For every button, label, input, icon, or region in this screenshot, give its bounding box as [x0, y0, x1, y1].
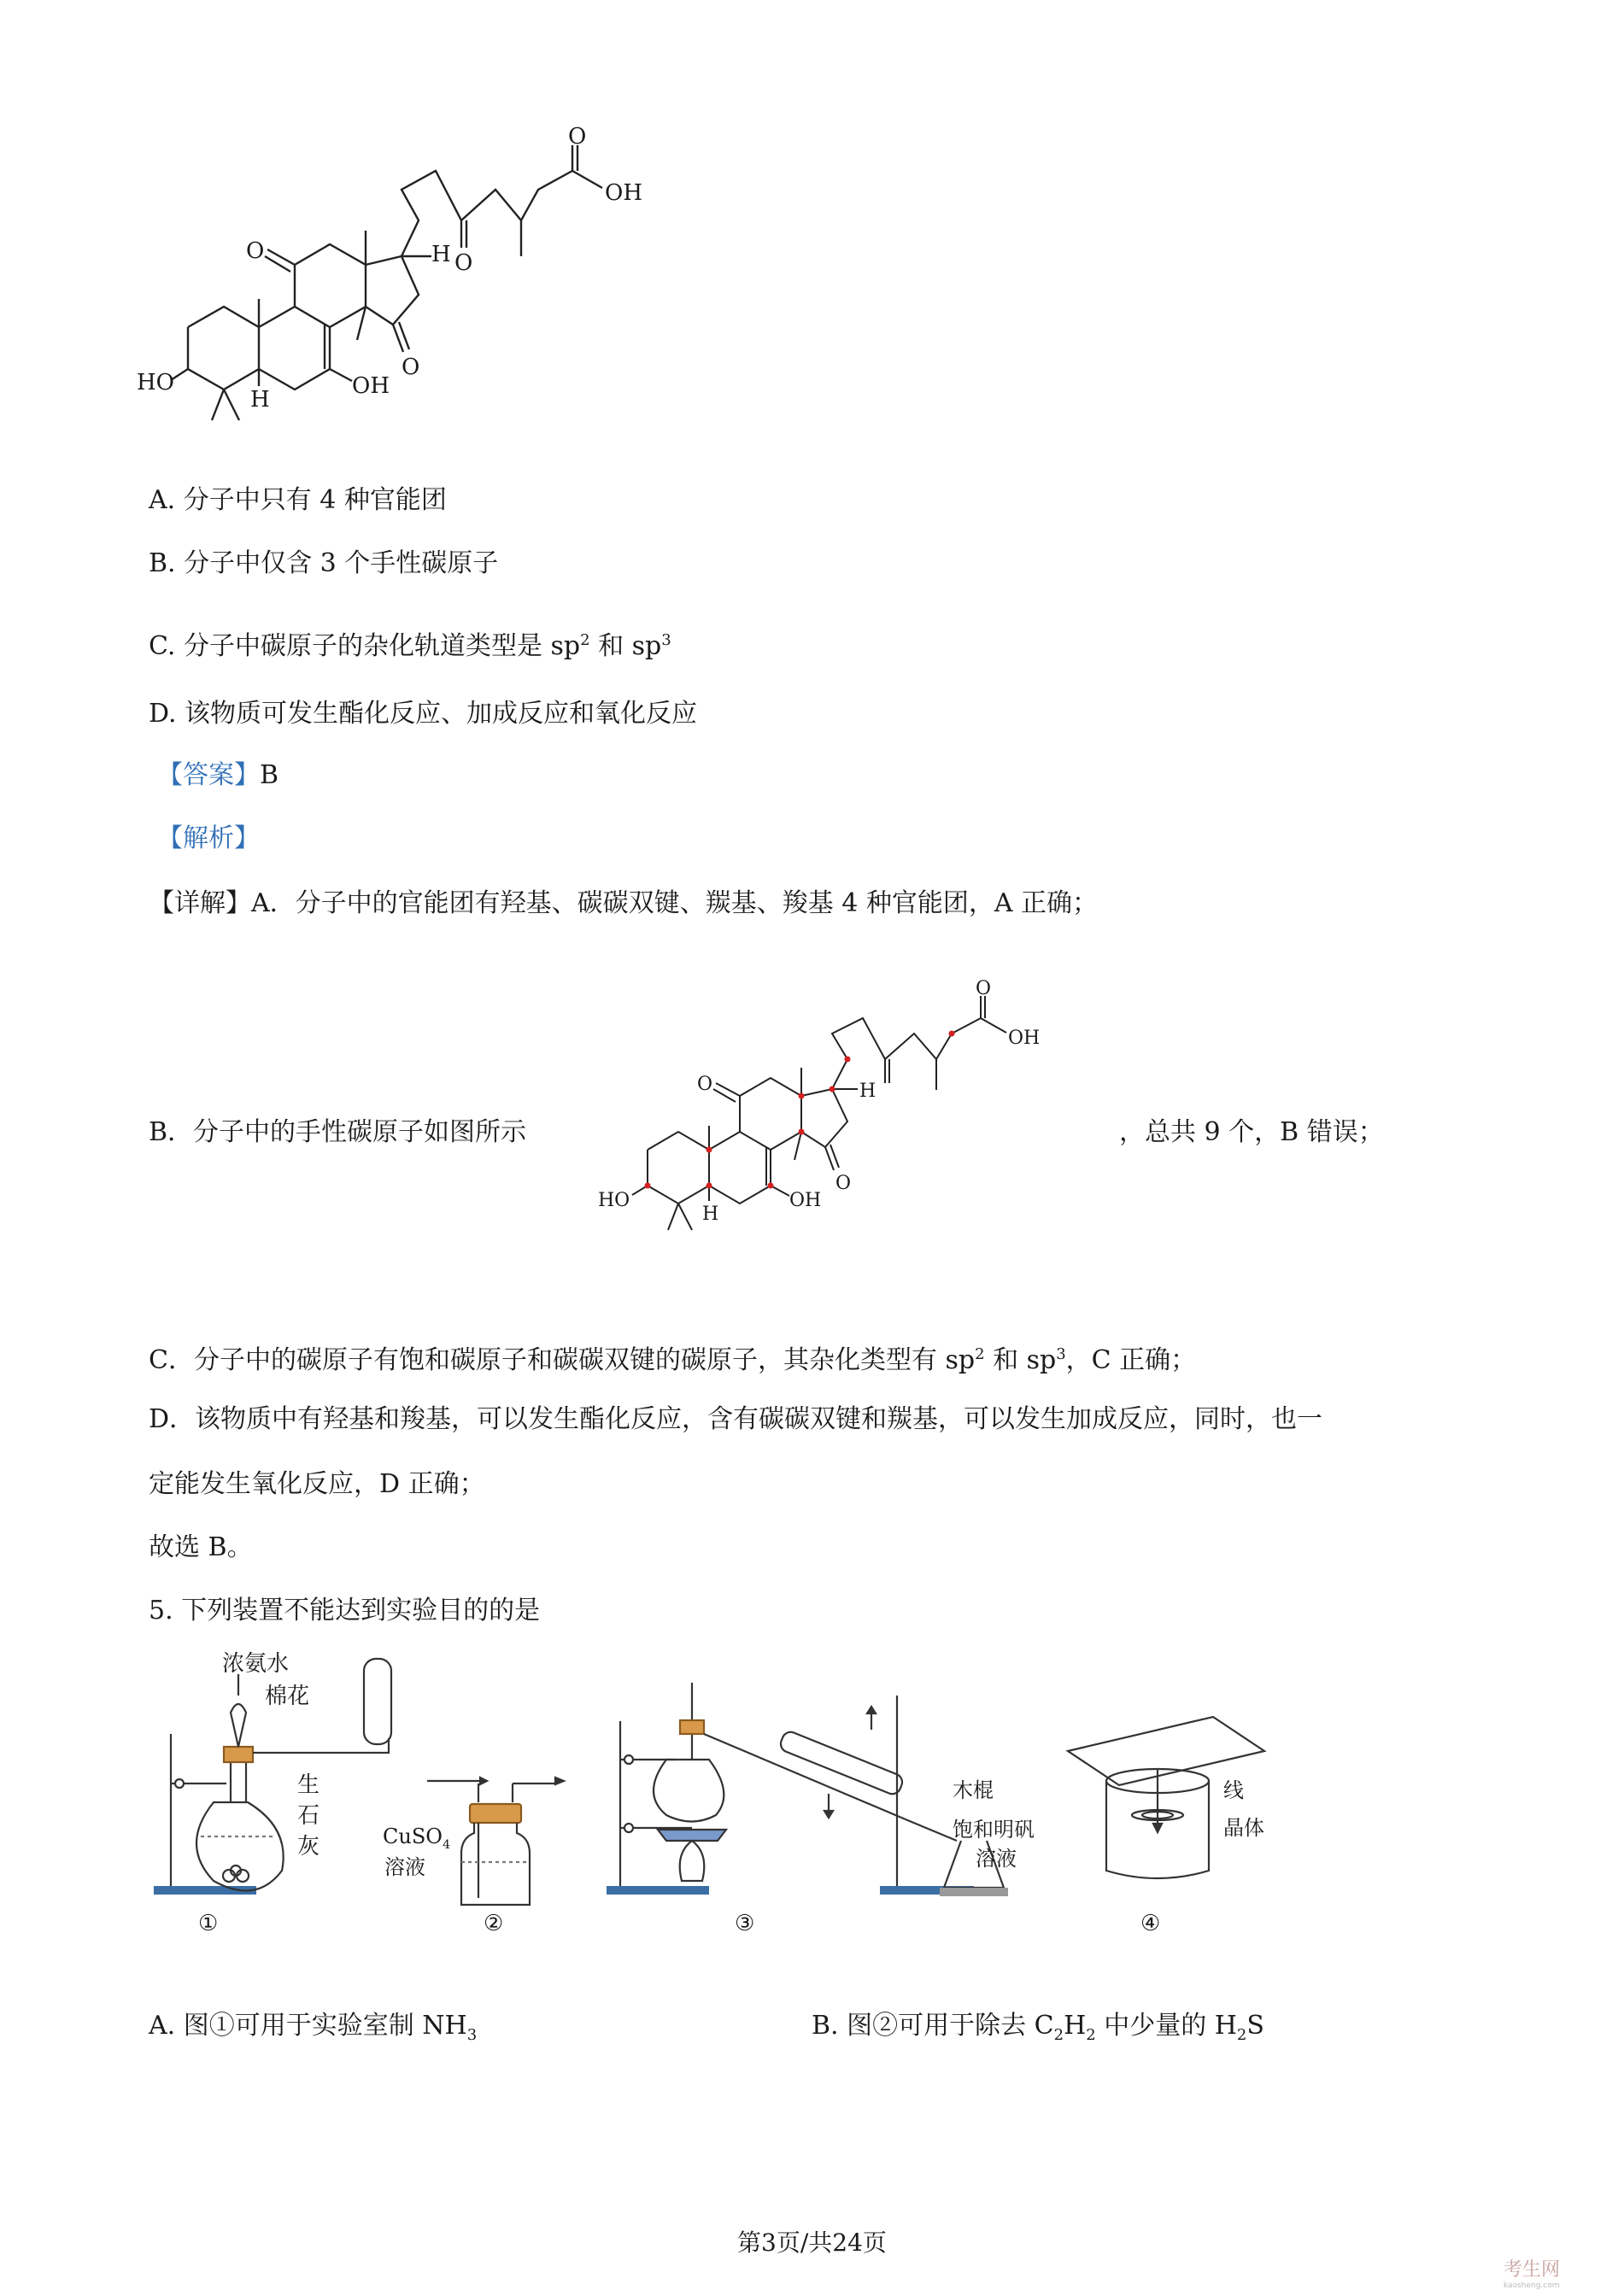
atom-label: O	[697, 1074, 713, 1095]
molecule-structure-1	[137, 124, 683, 444]
atom-label: O	[976, 978, 992, 999]
molecule-structure-2-chiral	[598, 978, 1076, 1264]
atom-label: O	[835, 1173, 852, 1194]
atom-label: O	[402, 354, 420, 380]
fig3-number: ③	[735, 1911, 755, 1936]
atom-label: H	[859, 1081, 876, 1102]
page-footer: 第3页/共24页	[737, 2229, 887, 2257]
option-a: A. 分子中只有 4 种官能团	[149, 485, 447, 515]
detail-d-line1: D．该物质中有羟基和羧基，可以发生酯化反应，含有碳碳双键和羰基，可以发生加成反应，同时，也一	[149, 1404, 1323, 1434]
fig4-label: 线	[1223, 1778, 1244, 1802]
fig2-label: 溶液	[384, 1855, 425, 1879]
fig1-label: 生	[297, 1772, 320, 1798]
fig1-number: ①	[198, 1911, 219, 1936]
atom-label: H	[702, 1204, 719, 1225]
detail-d-line2: 定能发生氧化反应，D 正确；	[149, 1469, 485, 1499]
answer: 【答案】B	[157, 760, 279, 790]
atom-label: H	[431, 242, 451, 267]
q5-option-a: A. 图①可用于实验室制 $NH_3$	[149, 2011, 478, 2044]
atom-label: O	[454, 250, 473, 276]
q5-option-b: B. 图②可用于除去 $C_2H_2$ 中少量的 $H_2S$	[812, 2011, 1264, 2044]
atom-label: H	[250, 387, 270, 413]
atom-label: HO	[598, 1190, 630, 1211]
fig4-label: 木棍	[953, 1778, 994, 1802]
atom-label: O	[246, 238, 265, 264]
fig1-label: 棉花	[265, 1684, 310, 1709]
fig1-label: 石	[297, 1803, 320, 1829]
fig1-label: 浓氨水	[222, 1651, 290, 1677]
atom-label: OH	[789, 1190, 822, 1211]
atom-label: OH	[605, 180, 642, 206]
watermark-logo: 考生网 kaosheng.com	[1504, 2259, 1561, 2290]
atom-label: OH	[352, 373, 390, 399]
question-5-stem: 5. 下列装置不能达到实验目的的是	[149, 1596, 541, 1625]
fig4-label: 晶体	[1223, 1816, 1264, 1840]
fig2-number: ②	[484, 1911, 504, 1936]
fig4-label: 溶液	[976, 1847, 1017, 1871]
option-d: D. 该物质可发生酯化反应、加成反应和氧化反应	[149, 699, 698, 729]
detail-c: C．分子中的碳原子有饱和碳原子和碳碳双键的碳原子，其杂化类型有 $sp^2$ 和 $sp^3$，C 正确；	[149, 1345, 1197, 1375]
atom-label: O	[568, 124, 587, 149]
detail-b-post: ，总共 9 个，B 错误；	[1119, 1117, 1384, 1147]
fig1-label: 灰	[297, 1834, 320, 1860]
conclusion: 故选 B。	[149, 1532, 253, 1562]
fig4-label: 饱和明矾	[953, 1818, 1035, 1842]
option-c: C. 分子中碳原子的杂化轨道类型是 $sp^2$ 和 $sp^3$	[149, 631, 671, 661]
apparatus-figures	[145, 1651, 1281, 1948]
option-b: B. 分子中仅含 3 个手性碳原子	[149, 548, 499, 578]
analysis-label: 【解析】	[157, 823, 260, 853]
detail-a: 【详解】A．分子中的官能团有羟基、碳碳双键、羰基、羧基 4 种官能团，A 正确；	[149, 888, 1099, 918]
atom-label: HO	[137, 370, 174, 395]
fig4-number: ④	[1140, 1911, 1161, 1936]
detail-b-pre: B．分子中的手性碳原子如图所示	[149, 1117, 527, 1147]
fig2-label: CuSO$_4$	[383, 1824, 451, 1852]
atom-label: OH	[1008, 1028, 1041, 1049]
